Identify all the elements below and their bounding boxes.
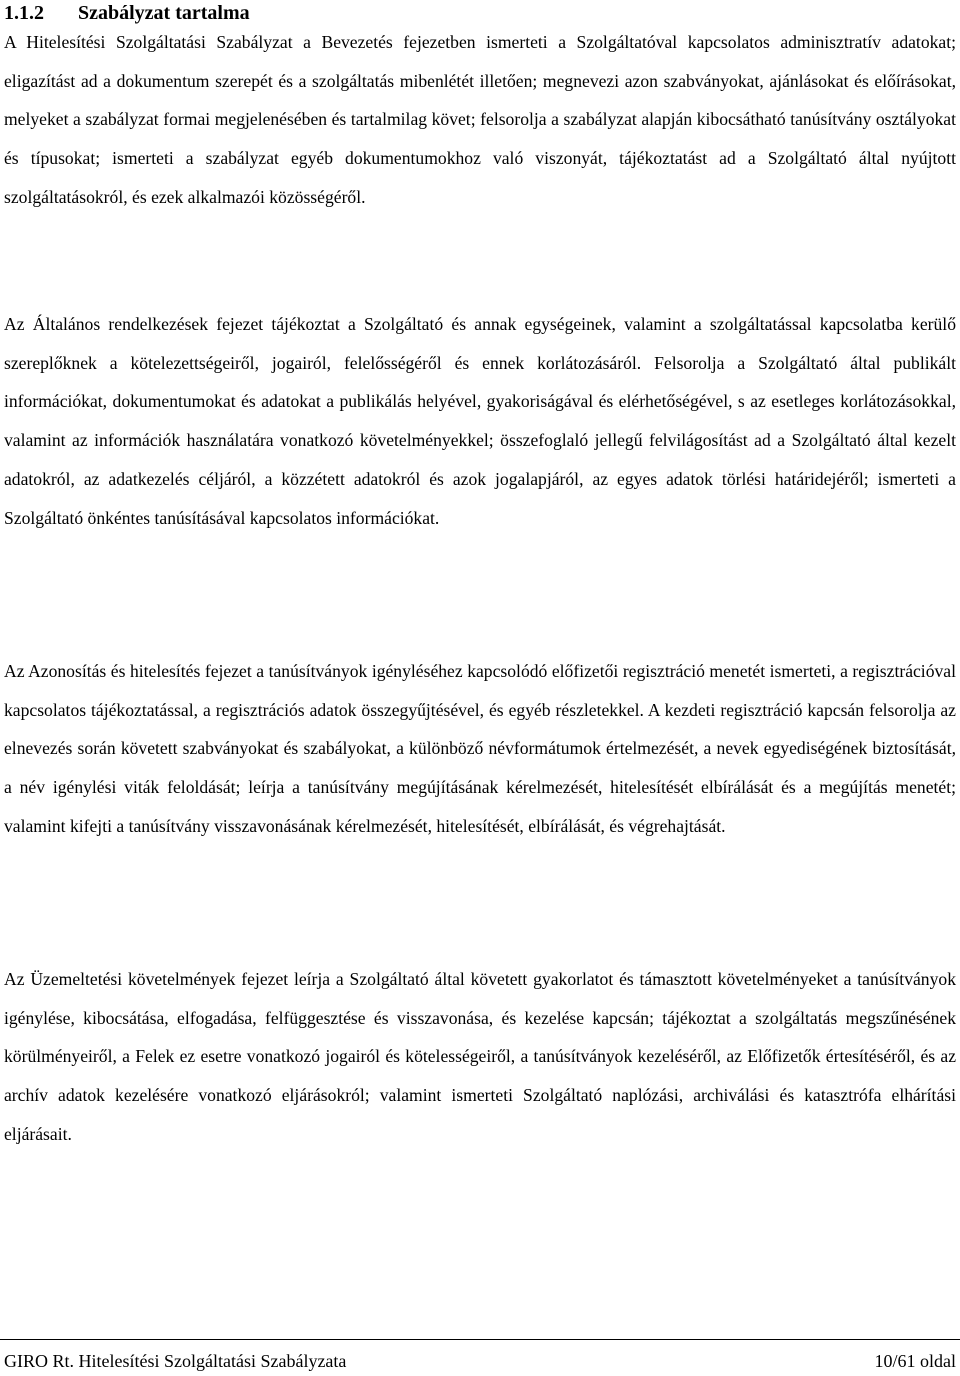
paragraph-general-provisions: Az Általános rendelkezések fejezet tájékoztat a Szolgáltató és annak egységeinek, valamint a szolgáltatással kapcsolatba kerülő szereplőknek a kötelezettségeiről, jogairól, felelősségéről és ennek korlátozásáról. Felsorolja a Szolgáltató által publikált információkat, dokumentumokat és adatokat a publikálás helyével, gyakoriságával és elérhetőségével, s az esetleges korlátozásokkal, valamint az információk használatára vonatkozó követelményekkel; összefoglaló jellegű felvilágosítást ad a Szolgáltató által kezelt adatokról, az adatkezelés céljáról, a közzétett adatokról és azok jogalapjáról, az egyes adatok törlési határidejéről; ismerteti a Szolgáltató önkéntes tanúsításával kapcsolatos információkat.: [4, 314, 956, 528]
footer-divider: [0, 1339, 960, 1340]
footer-page-number: 10/61 oldal: [874, 1351, 956, 1371]
paragraph-introduction: A Hitelesítési Szolgáltatási Szabályzat a Bevezetés fejezetben ismerteti a Szolgáltatóval kapcsolatos adminisztratív adatokat; eligazítást ad a dokumentum szerepét és a szolgáltatás mibenlétét illetően; megnevezi azon szabványokat, ajánlásokat és előírásokat, melyeket a szabályzat formai megjelenésében és tartalmilag követ; felsorolja a szabályzat alapján kibocsátható tanúsítvány osztályokat és típusokat; ismerteti a szabályzat egyéb dokumentumokhoz való viszonyát, tájékoztatást ad a Szolgáltató által nyújtott szolgáltatásokról, és ezek alkalmazói közösségéről.: [4, 32, 956, 207]
section-number: 1.1.2: [4, 2, 44, 24]
paragraph-identification: Az Azonosítás és hitelesítés fejezet a tanúsítványok igényléséhez kapcsolódó előfizetői regisztráció menetét ismerteti, a regisztrációval kapcsolatos tájékoztatással, a regisztrációs adatok összegyűjtésével, és egyéb részletekkel. A kezdeti regisztráció kapcsán felsorolja az elnevezés során követett szabványokat és szabályokat, a különböző névformátumok értelmezését, a nevek egyediségének biztosítását, a név igénylési viták feloldását; leírja a tanúsítvány megújításának kérelmezését, hitelesítését elbírálását és a megújítás menetét; valamint kifejti a tanúsítvány visszavonásának kérelmezését, hitelesítését, elbírálását, és végrehajtását.: [4, 661, 956, 836]
footer-document-title: GIRO Rt. Hitelesítési Szolgáltatási Szabályzata: [4, 1351, 347, 1371]
paragraph-operational-requirements: Az Üzemeltetési követelmények fejezet leírja a Szolgáltató által követett gyakorlatot és támasztott követelményeket a tanúsítványok igénylése, kibocsátása, elfogadása, felfüggesztése és visszavonása, és kezelése kapcsán; tájékoztat a szolgáltatás megszűnésének körülményeiről, a Felek ez esetre vonatkozó jogairól és kötelességeiről, a tanúsítványok kezeléséről, az Előfizetők értesítéséről, és az archív adatok kezelésére vonatkozó eljárásokról; valamint ismerteti Szolgáltató naplózási, archiválási és katasztrófa elhárítási eljárásait.: [4, 969, 956, 1144]
section-title: Szabályzat tartalma: [78, 2, 250, 24]
